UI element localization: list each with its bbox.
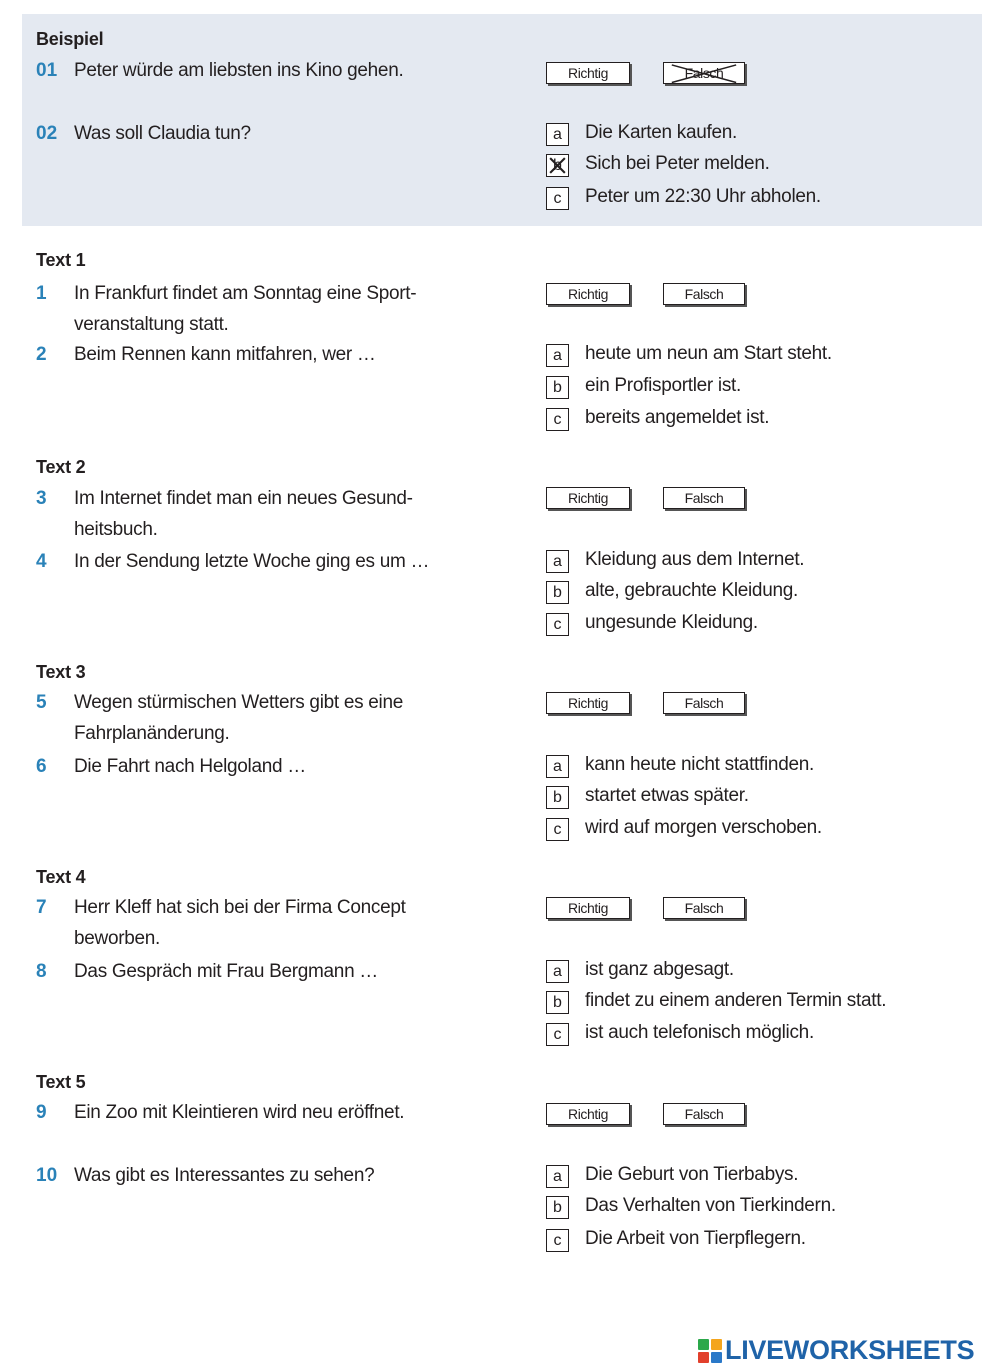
option-b-box[interactable]: b [546, 786, 569, 809]
question-text: In Frankfurt findet am Sonntag eine Sport-veranstaltung statt. [74, 283, 417, 335]
falsch-button[interactable]: Falsch [663, 897, 745, 919]
question-text: Beim Rennen kann mitfahren, wer … [74, 344, 376, 365]
option-a-box[interactable]: a [546, 1165, 569, 1188]
option-c-box[interactable]: c [546, 1229, 569, 1252]
option-b-letter: b [553, 156, 562, 174]
richtig-button[interactable]: Richtig [546, 62, 630, 84]
example-title: Beispiel [36, 29, 104, 49]
option-b-text: Sich bei Peter melden. [585, 153, 770, 174]
option-c-box[interactable]: c [546, 1023, 569, 1046]
option-b-text: Das Verhalten von Tierkindern. [585, 1195, 836, 1216]
question-number: 7 [36, 897, 47, 918]
falsch-label: Falsch [684, 65, 724, 81]
logo-square-blue [711, 1352, 722, 1363]
option-b-text: alte, gebrauchte Kleidung. [585, 580, 798, 601]
option-c-text: Peter um 22:30 Uhr abholen. [585, 186, 821, 207]
question-number: 3 [36, 488, 47, 509]
option-c-text: ist auch telefonisch möglich. [585, 1022, 814, 1043]
question-text: In der Sendung letzte Woche ging es um … [74, 551, 430, 572]
option-b-text: findet zu einem anderen Termin statt. [585, 990, 887, 1011]
question-text: Herr Kleff hat sich bei der Firma Concept beworben. [74, 897, 406, 949]
question-text: Die Fahrt nach Helgoland … [74, 756, 306, 777]
option-c-text: bereits angemeldet ist. [585, 407, 770, 428]
option-a-text: Kleidung aus dem Internet. [585, 549, 805, 570]
question-number: 2 [36, 344, 47, 365]
logo-square-green [698, 1339, 709, 1350]
falsch-button[interactable]: Falsch [663, 283, 745, 305]
logo-square-orange [711, 1339, 722, 1350]
question-number: 9 [36, 1102, 47, 1123]
question-text: Wegen stürmischen Wetters gibt es eine Fahrplanänderung. [74, 692, 404, 744]
richtig-button[interactable]: Richtig [546, 283, 630, 305]
option-a-box[interactable]: a [546, 550, 569, 573]
question-number: 4 [36, 551, 47, 572]
question-number: 10 [36, 1165, 58, 1186]
falsch-button-checked[interactable] [663, 62, 745, 84]
section-title: Text 5 [36, 1072, 86, 1092]
option-c-text: wird auf morgen verschoben. [585, 817, 822, 838]
question-text: Das Gespräch mit Frau Bergmann … [74, 961, 379, 982]
section-title: Text 3 [36, 662, 86, 682]
question-number: 8 [36, 961, 47, 982]
option-b-box-checked[interactable] [546, 154, 569, 177]
question-text: Ein Zoo mit Kleintieren wird neu eröffnet. [74, 1102, 405, 1123]
option-a-box[interactable]: a [546, 960, 569, 983]
question-number: 01 [36, 60, 58, 81]
question-number: 1 [36, 283, 47, 304]
richtig-button[interactable]: Richtig [546, 487, 630, 509]
option-c-text: ungesunde Kleidung. [585, 612, 758, 633]
option-c-box[interactable]: c [546, 408, 569, 431]
brand-name: LIVEWORKSHEETS [725, 1335, 975, 1365]
logo-grid-icon [698, 1339, 722, 1363]
question-number: 6 [36, 756, 47, 777]
question-text: Peter würde am liebsten ins Kino gehen. [74, 60, 404, 81]
option-a-text: heute um neun am Start steht. [585, 343, 832, 364]
option-a-box[interactable]: a [546, 123, 569, 146]
option-c-box[interactable]: c [546, 187, 569, 210]
option-b-box[interactable]: b [546, 1196, 569, 1219]
question-number: 5 [36, 692, 47, 713]
question-text: Was soll Claudia tun? [74, 123, 251, 144]
falsch-button[interactable]: Falsch [663, 1103, 745, 1125]
option-a-box[interactable]: a [546, 755, 569, 778]
falsch-button[interactable]: Falsch [663, 692, 745, 714]
question-number: 02 [36, 123, 58, 144]
option-b-text: ein Profisportler ist. [585, 375, 742, 396]
richtig-button[interactable]: Richtig [546, 1103, 630, 1125]
option-a-box[interactable]: a [546, 344, 569, 367]
option-c-text: Die Arbeit von Tierpflegern. [585, 1228, 806, 1249]
question-text: Was gibt es Interessantes zu sehen? [74, 1165, 375, 1186]
logo-square-red [698, 1352, 709, 1363]
option-b-box[interactable]: b [546, 376, 569, 399]
question-text: Im Internet findet man ein neues Gesund-heitsbuch. [74, 488, 413, 540]
option-b-text: startet etwas später. [585, 785, 749, 806]
section-title: Text 4 [36, 867, 86, 887]
falsch-button[interactable]: Falsch [663, 487, 745, 509]
option-a-text: Die Karten kaufen. [585, 122, 737, 143]
option-c-box[interactable]: c [546, 613, 569, 636]
option-a-text: kann heute nicht stattfinden. [585, 754, 814, 775]
option-c-box[interactable]: c [546, 818, 569, 841]
richtig-button[interactable]: Richtig [546, 897, 630, 919]
option-a-text: Die Geburt von Tierbabys. [585, 1164, 799, 1185]
section-title: Text 2 [36, 457, 86, 477]
option-a-text: ist ganz abgesagt. [585, 959, 734, 980]
richtig-button[interactable]: Richtig [546, 692, 630, 714]
option-b-box[interactable]: b [546, 991, 569, 1014]
option-b-box[interactable]: b [546, 581, 569, 604]
section-title: Text 1 [36, 250, 86, 270]
liveworksheets-logo [698, 1335, 974, 1366]
